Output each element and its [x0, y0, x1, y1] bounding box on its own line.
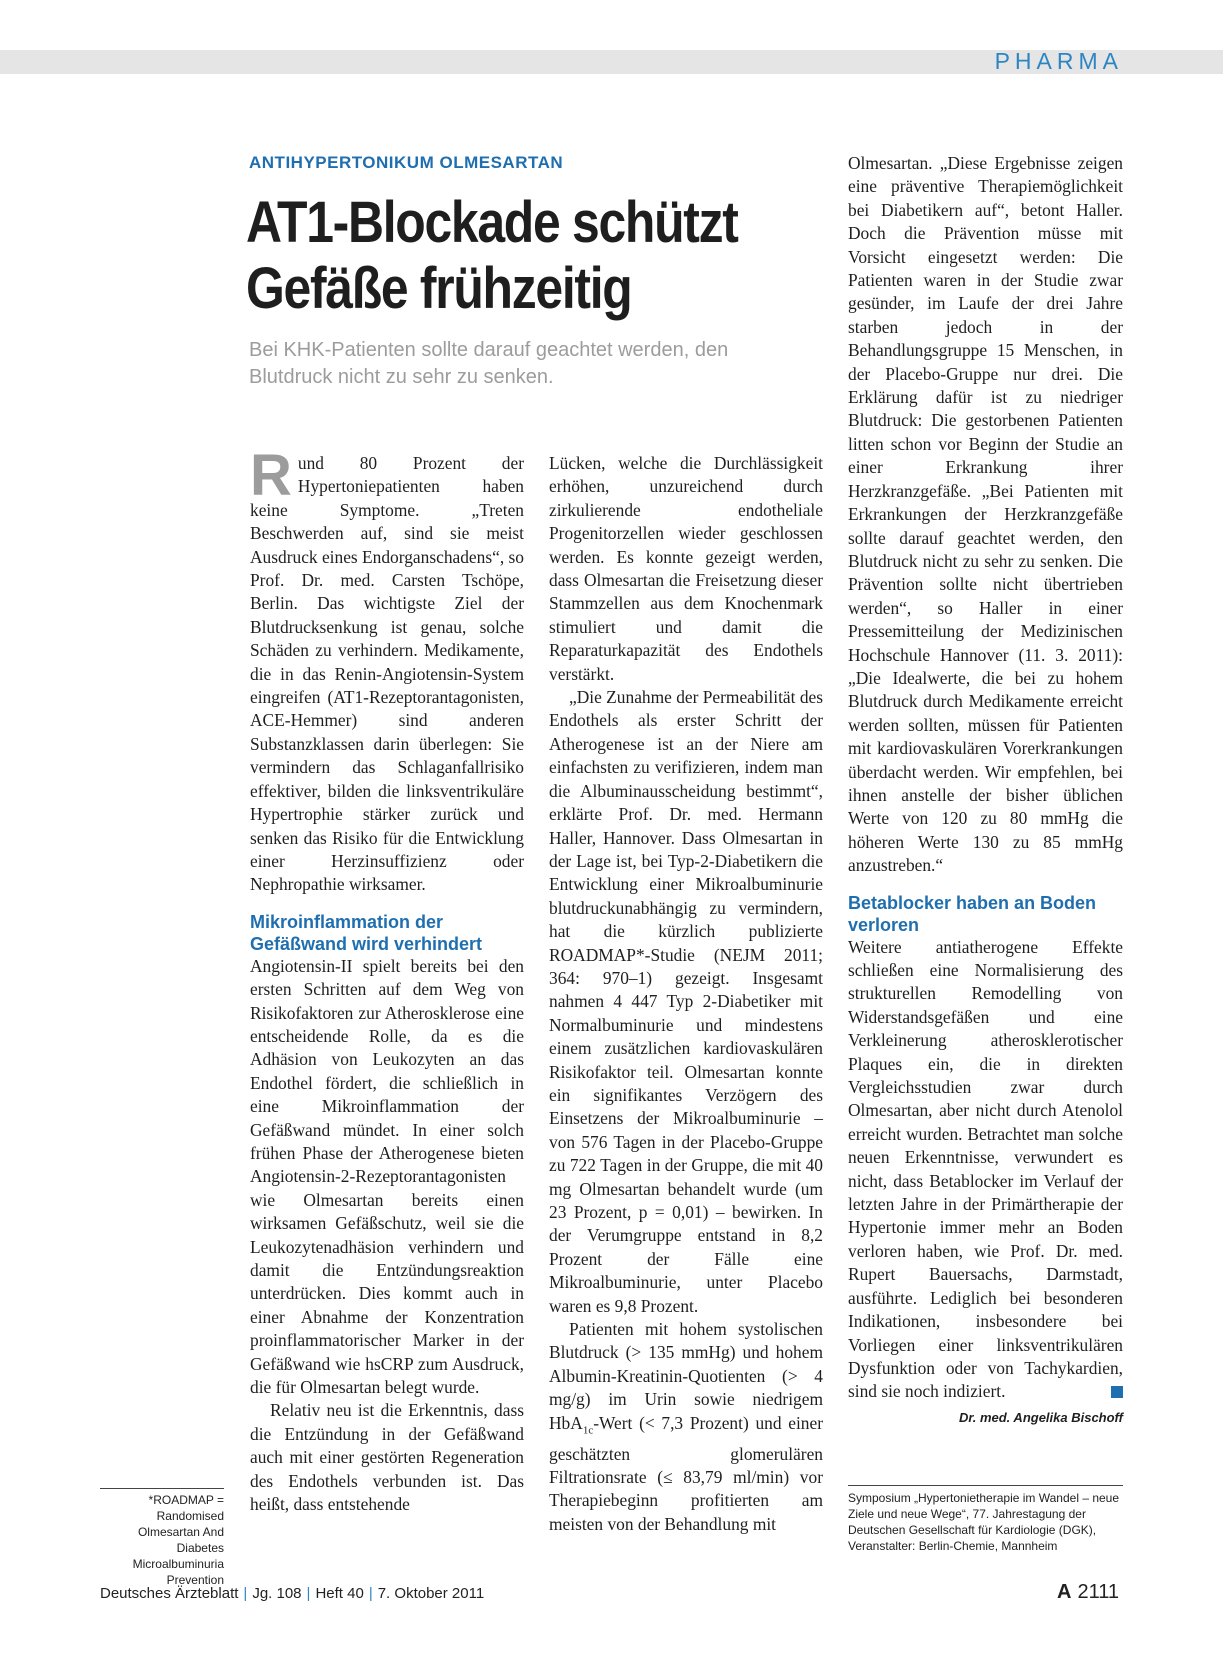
page-number: A 2111	[1057, 1581, 1119, 1603]
subheading-mikroinflammation: Mikroinflammation der Gefäßwand wird verhindert	[250, 911, 483, 954]
article-headline	[246, 190, 745, 322]
issue-date: 7. Oktober 2011	[377, 1585, 485, 1602]
column-3	[848, 152, 1123, 1429]
drop-cap: R	[250, 443, 292, 508]
article-subtitle: Bei KHK-Patienten sollte darauf geachtet werden, den Blutdruck nicht zu sehr zu senken.	[249, 339, 729, 388]
paragraph: „Die Zunahme der Permeabilität des Endothels als erster Schritt der Atherogenese ist an der Niere am einfachsten zu verifizieren, indem man die Albuminausscheidung bestimmt“, erklärte Prof. Dr. med. Hermann Haller, Hannover. Dass Olmesartan in der Lage ist, bei Typ-2-Diabetikern die Entwicklung einer Mikroalbuminurie blutdruckunabhängig zu vermindern, hat die kürzlich publizierte ROADMAP*-Studie (NEJM 2011; 364: 970–1) gezeigt. Insgesamt nahmen 4 447 Typ 2-Diabetiker mit Normalbuminurie und mindestens einem zusätzlichen kardiovaskulären Risikofaktor teil. Olmesartan konnte ein signifikantes Verzögern des Einsetzens der Mikroalbuminurie – von 576 Tagen in der Placebo-Gruppe zu 722 Tagen in der Gruppe, die mit 40 mg Olmesartan behandelt wurde (um 23 Prozent, p = 0,01) – bewirken. In der Verumgruppe entstand in 8,2 Prozent der Fälle eine Mikroalbuminurie, unter Placebo waren es 9,8 Prozent.	[549, 687, 823, 1316]
paragraph: Patienten mit hohem systolischen Blutdruck (> 135 mmHg) und hohem Albumin-Kreatinin-Quotienten (> 4 mg/g) im Urin sowie niedrigem HbA$_{1c}$-Wert (< 7,3 Prozent) und einer geschätzten glomerulären Filtrationsrate (≤ 83,79 ml/min) vor Therapiebeginn profitierten am meisten von der Behandlung mit	[549, 1319, 823, 1534]
journal-name: Deutsches Ärzteblatt	[100, 1585, 239, 1602]
paragraph: Angiotensin-II spielt bereits bei den ersten Schritten auf dem Weg von Risikofaktoren zur Atherosklerose eine entscheidende Rolle, da es die Adhäsion von Leukozyten an das Endothel fördert, die schließlich in eine Mikroinflammation der Gefäßwand mündet. In einer solch frühen Phase der Atherogenese bieten Angiotensin-2-Rezeptorantagonisten wie Olmesartan bereits einen wirksamen Gefäßschutz, weil sie die Leukozytenadhäsion verhindern und damit die Entzündungsreaktion unterdrücken. Dies kommt auch in einer Abnahme der Konzentration proinflammatorischer Marker in der Gefäßwand wie hsCRP zum Ausdruck, die für Olmesartan belegt wurde.	[250, 955, 524, 1398]
headline-line-1: AT1-Blockade schützt	[246, 190, 738, 255]
paragraph: Rund 80 Prozent der Hypertoniepatienten haben keine Symptome. „Treten Beschwerden auf, sind sie meist Ausdruck eines Endorganschadens“, so Prof. Dr. med. Carsten Tschöpe, Berlin. Das wichtigste Ziel der Blutdrucksenkung ist genau, solche Schäden zu verhindern. Medikamente, die in das Renin-Angiotensin-System eingreifen (AT1-Rezeptorantagonisten, ACE-Hemmer) sind anderen Substanzklassen darin überlegen: Sie vermindern das Schlaganfallrisiko effektiver, bilden die linksventrikuläre Hypertrophie stärker zurück und senken das Risiko für die Entwicklung einer Herzinsuffizienz oder Nephropathie wirksamer.	[250, 443, 524, 895]
volume: Jg. 108	[252, 1585, 302, 1602]
footnote-roadmap: *ROADMAP = Randomised Olmesartan And Diabetes Microalbuminuria Prevention	[100, 1488, 224, 1588]
paragraph: Weitere antiatherogene Effekte schließen eine Normalisierung des strukturellen Remodelling von Widerstandsgefäßen und eine Verkleinerung atherosklerotischer Plaques ein, die in direkten Vergleichsstudien zwar durch Olmesartan, aber nicht durch Atenolol erreicht wurden. Betrachtet man solche neuen Erkenntnisse, verwundert es nicht, dass Betablocker im Verlauf der letzten Jahre in der Primärtherapie der Hypertonie immer mehr an Boden verloren haben, wie Prof. Dr. med. Rupert Bauersachs, Darmstadt, ausführte. Lediglich bei besonderen Indikationen, insbesondere bei Vorliegen einer linksventrikulären Dysfunktion oder von Tachykardien, sind sie noch indiziert.	[848, 936, 1123, 1402]
author-name: Dr. med. Angelika Bischoff	[959, 1409, 1123, 1425]
paragraph: Lücken, welche die Durchlässigkeit erhöhen, unzureichend durch zirkulierende endotheliale Progenitorzellen wieder geschlossen werden. Es konnte gezeigt werden, dass Olmesartan die Freisetzung dieser Stammzellen aus dem Knochenmark stimuliert und damit die Reparaturkapazität des Endothels verstärkt.	[549, 453, 823, 684]
column-2	[549, 452, 823, 1536]
paragraph: Olmesartan. „Diese Ergebnisse zeigen eine präventive Therapiemöglichkeit bei Diabetikern auf“, betont Haller. Doch die Prävention müsse mit Vorsicht eingesetzt werden: Die Patienten waren in der Studie zwar gesünder, im Laufe der drei Jahre starben jedoch in der Behandlungsgruppe 15 Menschen, in der Placebo-Gruppe nur drei. Die Erklärung dafür ist zu niedriger Blutdruck: Die gestorbenen Patienten litten schon vor Beginn der Studie an einer Erkrankung ihrer Herzkranzgefäße. „Bei Patienten mit Erkrankungen der Herzkranzgefäße sollte darauf geachtet werden, den Blutdruck nicht zu sehr zu senken. Die Prävention sollte nicht übertrieben werden“, so Haller in einer Pressemitteilung der Medizinischen Hochschule Hannover (11. 3. 2011): „Die Idealwerte, die bei zu hohem Blutdruck durch Medikamente erreicht werden sollten, müssen für Patienten mit kardiovaskulären Vorerkrankungen überdacht werden. Wir empfehlen, bei ihnen anstelle der bisher üblichen Werte von 120 zu 80 mmHg die höheren Werte 130 zu 85 mmHg anzustreben.“	[848, 153, 1123, 876]
subheading-betablocker: Betablocker haben an Boden verloren	[848, 892, 1097, 935]
paragraph: Relativ neu ist die Erkenntnis, dass die Entzündung in der Gefäßwand auch mit einer gestörten Regeneration des Endothels verbunden ist. Das heißt, dass entstehende	[250, 1400, 524, 1515]
article-kicker: ANTIHYPERTONIKUM OLMESARTAN	[249, 153, 564, 172]
issue: Heft 40	[315, 1585, 364, 1602]
symposium-note: Symposium „Hypertonietherapie im Wandel – neue Ziele und neue Wege“, 77. Jahrestagung der Deutschen Gesellschaft für Kardiologie (DGK), Veranstalter: Berlin-Chemie, Mannheim	[848, 1485, 1123, 1554]
section-label: PHARMA	[994, 48, 1123, 74]
headline-line-2: Gefäße frühzeitig	[246, 256, 632, 321]
page-footer: Deutsches Ärzteblatt | Jg. 108 | Heft 40 | 7. Oktober 2011	[100, 1585, 485, 1602]
end-mark-icon	[1111, 1386, 1123, 1398]
column-1	[250, 443, 524, 1516]
